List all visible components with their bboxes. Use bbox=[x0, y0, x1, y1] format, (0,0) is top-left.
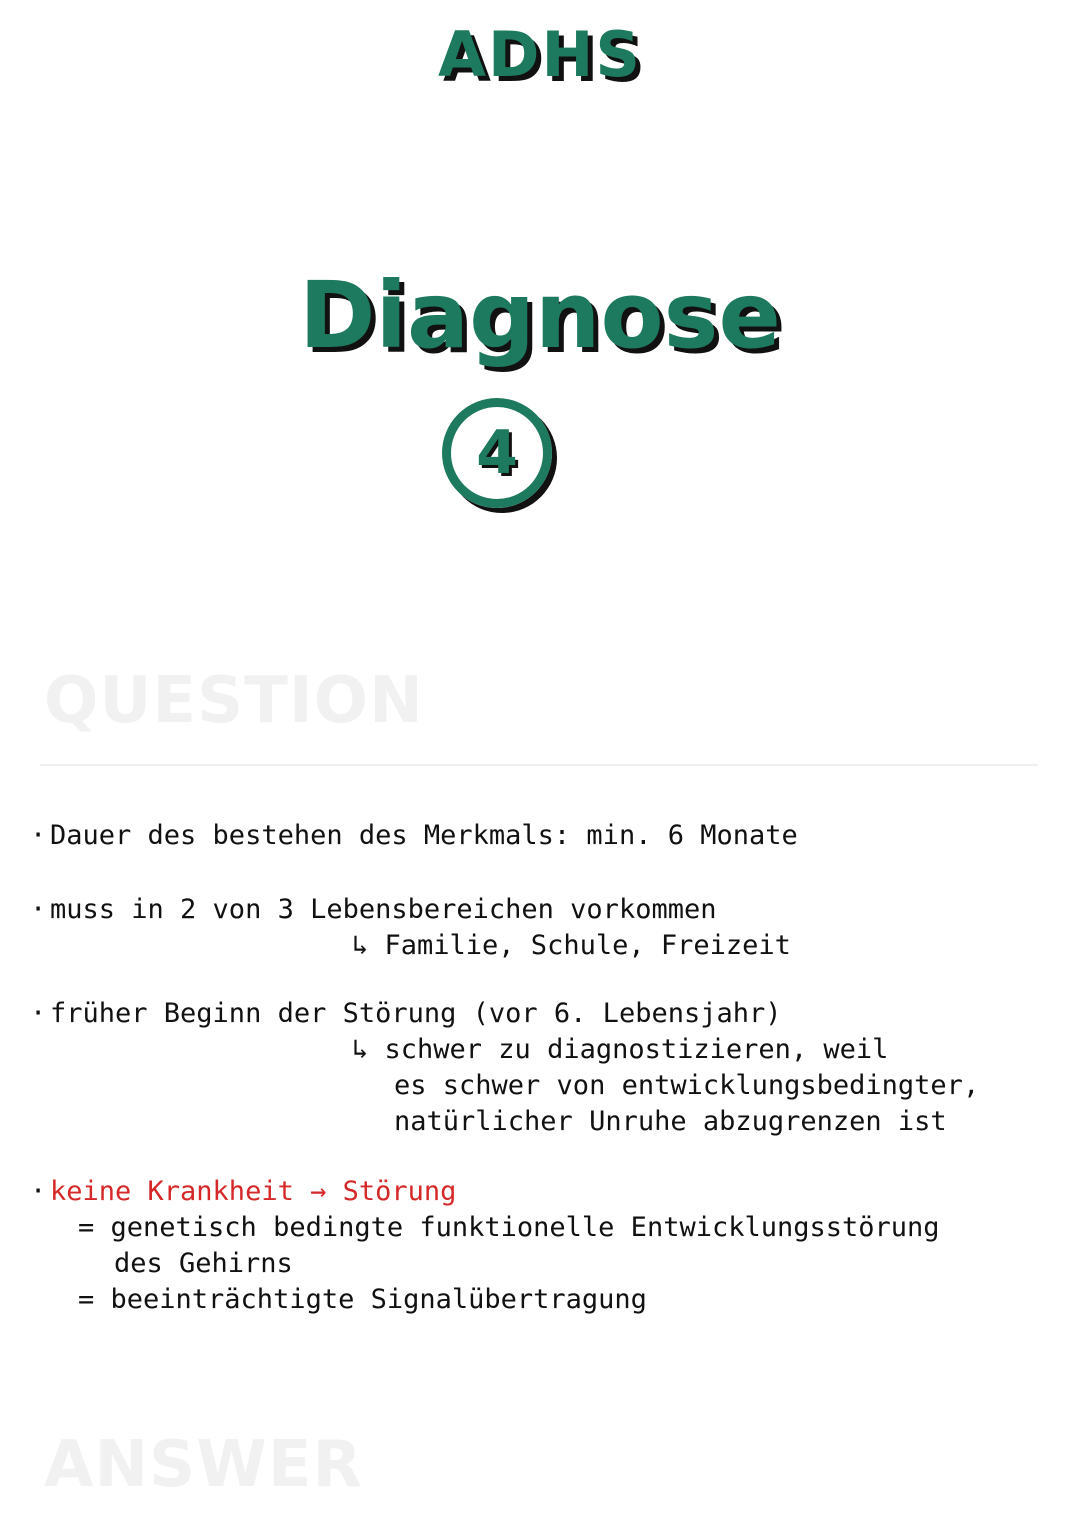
divider bbox=[40, 764, 1038, 766]
card-number: 4 bbox=[476, 418, 518, 488]
note-text: früher Beginn der Störung (vor 6. Lebensjahr) bbox=[50, 998, 782, 1029]
note-line bbox=[30, 996, 782, 1032]
note-subline: natürlicher Unruhe abzugrenzen ist bbox=[394, 1106, 947, 1137]
note-subline: ↳ schwer zu diagnostizieren, weil bbox=[352, 1034, 889, 1065]
question-label: QUESTION bbox=[44, 664, 424, 738]
note-subline: = genetisch bedingte funktionelle Entwicklungsstörung bbox=[78, 1212, 940, 1243]
note-line-highlight bbox=[30, 1174, 456, 1210]
page-title: Diagnose bbox=[299, 262, 781, 369]
note-subline: ↳ Familie, Schule, Freizeit bbox=[352, 930, 791, 961]
bullet-dot: · bbox=[30, 894, 47, 925]
bullet-dot: · bbox=[30, 820, 47, 851]
note-text: Dauer des bestehen des Merkmals: min. 6 Monate bbox=[50, 820, 798, 851]
answer-label: ANSWER bbox=[44, 1428, 363, 1502]
topic-heading: ADHS bbox=[438, 18, 642, 91]
bullet-dot: · bbox=[30, 1176, 47, 1207]
note-subline: es schwer von entwicklungsbedingter, bbox=[394, 1070, 980, 1101]
note-text: keine Krankheit → Störung bbox=[50, 1176, 457, 1207]
card-number-badge bbox=[442, 398, 552, 508]
note-subline: des Gehirns bbox=[114, 1248, 293, 1279]
note-line bbox=[30, 818, 798, 854]
note-text: muss in 2 von 3 Lebensbereichen vorkommen bbox=[50, 894, 717, 925]
bullet-dot: · bbox=[30, 998, 47, 1029]
note-subline: = beeinträchtigte Signalübertragung bbox=[78, 1284, 647, 1315]
note-line bbox=[30, 892, 716, 928]
